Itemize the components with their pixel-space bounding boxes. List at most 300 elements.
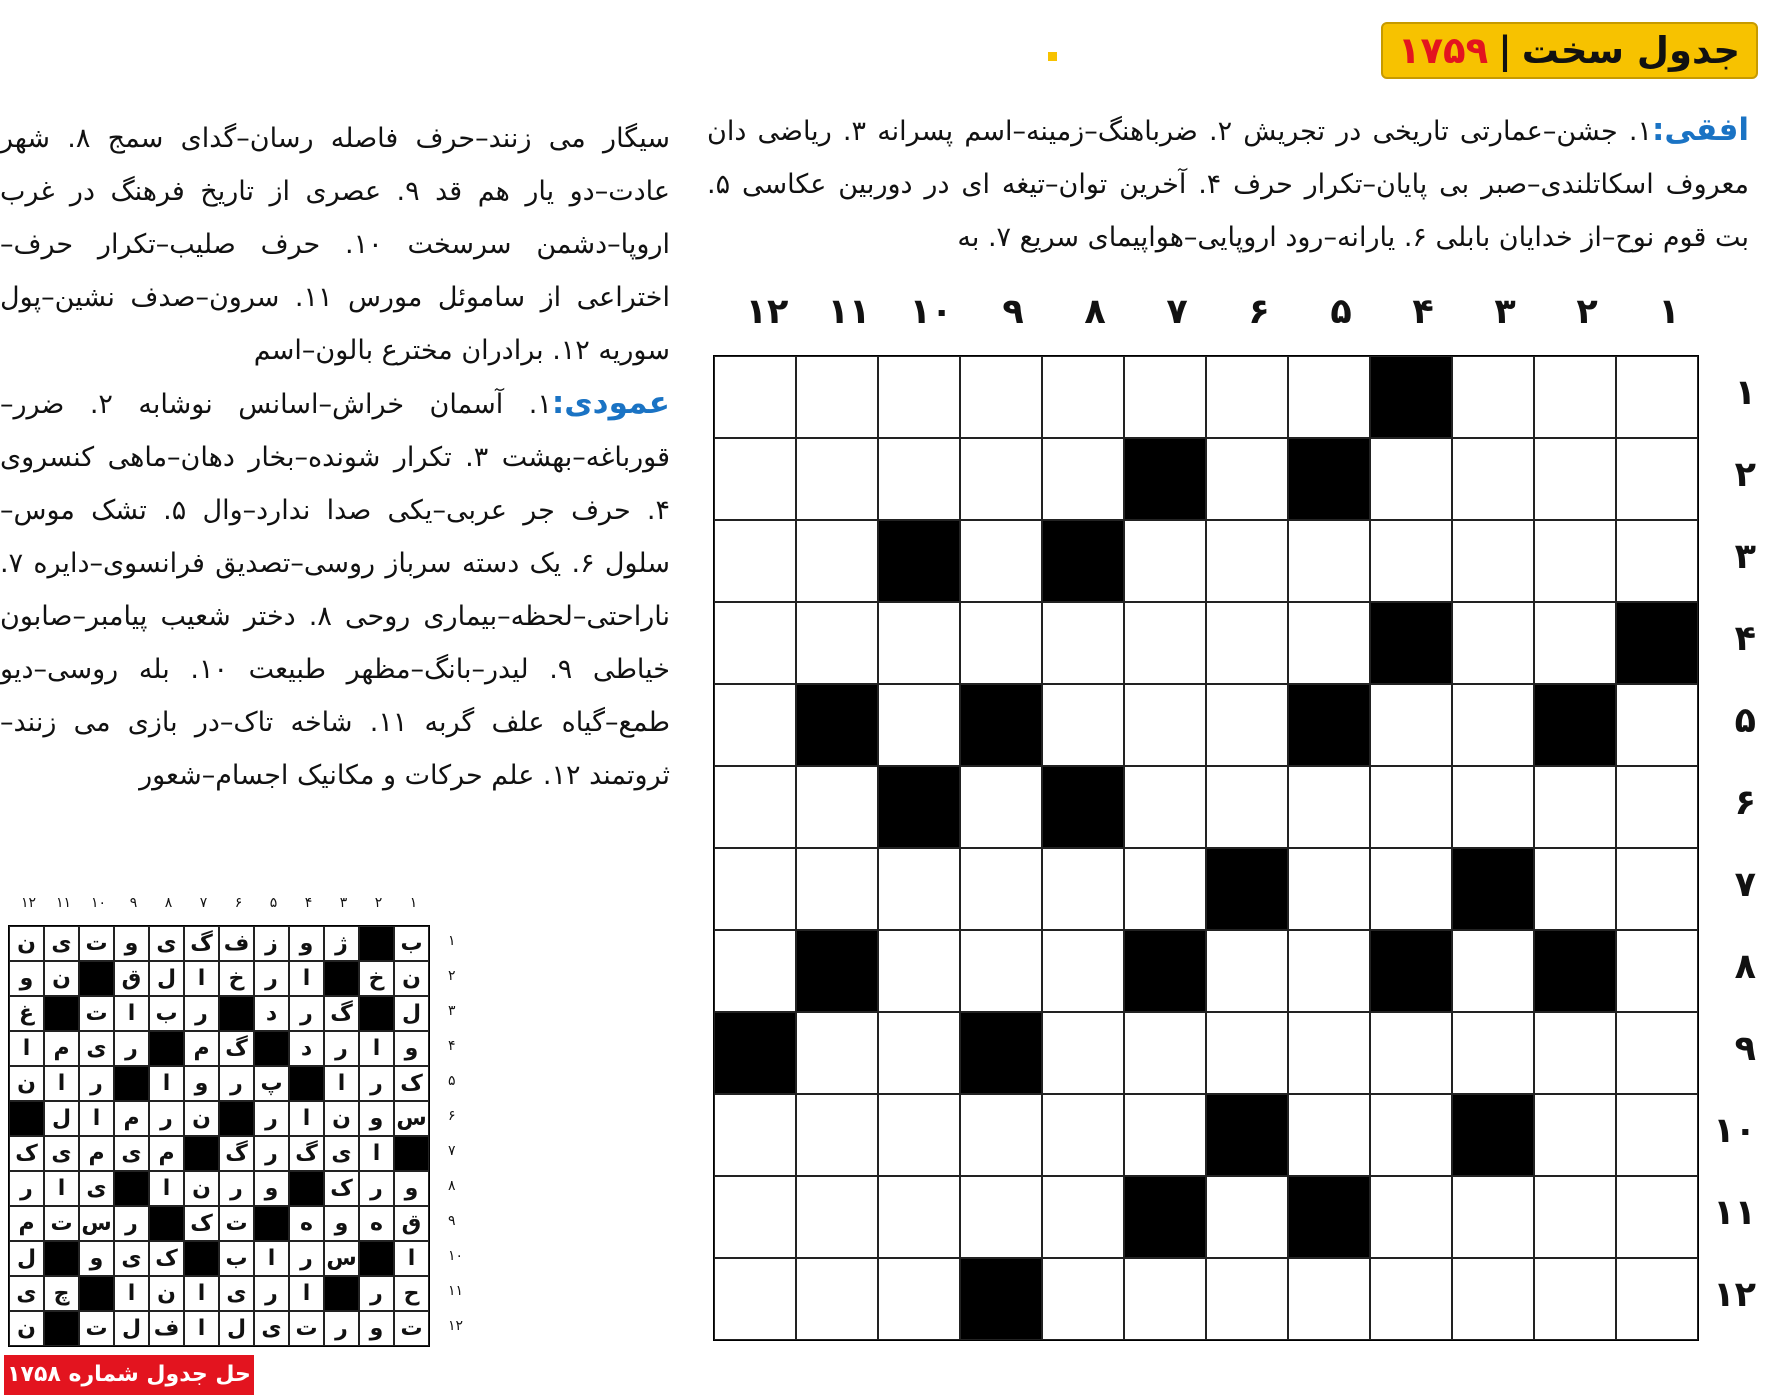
column-number: ۱۲ bbox=[745, 292, 789, 332]
solution-letter: م bbox=[114, 1101, 149, 1136]
solution-row-number: ۶ bbox=[448, 1108, 456, 1124]
solution-letter: ی bbox=[79, 1031, 114, 1066]
grid-cell[interactable] bbox=[1616, 684, 1698, 766]
solution-letter: ا bbox=[254, 1241, 289, 1276]
solution-letter: و bbox=[79, 1241, 114, 1276]
black-cell bbox=[1452, 848, 1534, 930]
decorative-dot bbox=[1048, 52, 1057, 61]
solution-letter: ر bbox=[324, 1031, 359, 1066]
grid-cell[interactable] bbox=[1616, 356, 1698, 438]
solution-letter: ر bbox=[289, 996, 324, 1031]
grid-cell[interactable] bbox=[1370, 1094, 1452, 1176]
grid-cell[interactable] bbox=[1534, 1258, 1616, 1340]
solution-letter: ر bbox=[114, 1031, 149, 1066]
grid-cell[interactable] bbox=[796, 1258, 878, 1340]
solution-letter: ی bbox=[114, 1136, 149, 1171]
solution-letter: ت bbox=[394, 1311, 429, 1346]
grid-cell[interactable] bbox=[1534, 848, 1616, 930]
row-number: ۸ bbox=[1734, 947, 1756, 987]
grid-cell[interactable] bbox=[1124, 1094, 1206, 1176]
solution-row-number: ۴ bbox=[448, 1038, 456, 1054]
solution-row-number: ۱ bbox=[448, 933, 456, 949]
grid-cell[interactable] bbox=[1042, 1094, 1124, 1176]
solution-letter: گ bbox=[184, 926, 219, 961]
black-cell bbox=[960, 1258, 1042, 1340]
row-number: ۵ bbox=[1734, 701, 1756, 741]
black-cell bbox=[1206, 848, 1288, 930]
grid-cell[interactable] bbox=[1042, 684, 1124, 766]
grid-cell[interactable] bbox=[878, 1012, 960, 1094]
solution-black-cell bbox=[79, 1276, 114, 1311]
grid-cell[interactable] bbox=[1206, 356, 1288, 438]
solution-column-number: ۶ bbox=[234, 895, 243, 911]
grid-cell[interactable] bbox=[714, 848, 796, 930]
solution-letter: ژ bbox=[324, 926, 359, 961]
grid-cell[interactable] bbox=[1370, 520, 1452, 602]
grid-cell[interactable] bbox=[796, 848, 878, 930]
solution-letter: ر bbox=[149, 1101, 184, 1136]
grid-cell[interactable] bbox=[960, 356, 1042, 438]
solution-letter: ق bbox=[394, 1206, 429, 1241]
black-cell bbox=[1370, 602, 1452, 684]
grid-cell[interactable] bbox=[878, 1176, 960, 1258]
solution-letter: ی bbox=[44, 926, 79, 961]
row-number: ۱۰ bbox=[1713, 1111, 1756, 1151]
solution-letter: م bbox=[9, 1206, 44, 1241]
solution-letter: ا bbox=[184, 1311, 219, 1346]
clues-left-block bbox=[0, 112, 670, 802]
solution-black-cell bbox=[44, 1241, 79, 1276]
row-number: ۴ bbox=[1734, 619, 1756, 659]
grid-cell[interactable] bbox=[796, 1176, 878, 1258]
grid-cell[interactable] bbox=[1452, 438, 1534, 520]
solution-black-cell bbox=[44, 996, 79, 1031]
grid-cell[interactable] bbox=[1206, 684, 1288, 766]
solution-black-cell bbox=[149, 1206, 184, 1241]
grid-cell[interactable] bbox=[1616, 1012, 1698, 1094]
solution-letter: ا bbox=[289, 1276, 324, 1311]
solution-row-number: ۷ bbox=[448, 1143, 456, 1159]
solution-column-number: ۲ bbox=[374, 895, 383, 911]
solution-black-cell bbox=[44, 1311, 79, 1346]
solution-letter: ر bbox=[359, 1066, 394, 1101]
solution-grid bbox=[8, 925, 430, 1347]
black-cell bbox=[878, 766, 960, 848]
grid-cell[interactable] bbox=[1206, 1176, 1288, 1258]
grid-cell[interactable] bbox=[960, 848, 1042, 930]
grid-cell[interactable] bbox=[1616, 1258, 1698, 1340]
solution-letter: ه bbox=[359, 1206, 394, 1241]
solution-letter: ل bbox=[219, 1311, 254, 1346]
solution-row-number: ۸ bbox=[448, 1178, 456, 1194]
grid-cell[interactable] bbox=[1616, 766, 1698, 848]
grid-cell[interactable] bbox=[714, 766, 796, 848]
solution-letter: ی bbox=[44, 1136, 79, 1171]
solution-letter: ز bbox=[254, 926, 289, 961]
grid-cell[interactable] bbox=[1042, 848, 1124, 930]
grid-cell[interactable] bbox=[1534, 1012, 1616, 1094]
grid-cell[interactable] bbox=[878, 438, 960, 520]
solution-letter: و bbox=[114, 926, 149, 961]
grid-cell[interactable] bbox=[1124, 766, 1206, 848]
solution-column-number: ۱۰ bbox=[90, 895, 107, 911]
black-cell bbox=[1124, 1176, 1206, 1258]
solution-letter: ا bbox=[44, 1066, 79, 1101]
grid-cell[interactable] bbox=[1370, 766, 1452, 848]
solution-letter: ر bbox=[219, 1171, 254, 1206]
solution-column-number: ۱ bbox=[409, 895, 418, 911]
solution-letter: و bbox=[184, 1066, 219, 1101]
column-number: ۱۱ bbox=[827, 292, 871, 332]
grid-cell[interactable] bbox=[796, 438, 878, 520]
solution-letter: خ bbox=[219, 961, 254, 996]
grid-cell[interactable] bbox=[1452, 520, 1534, 602]
solution-letter: ف bbox=[219, 926, 254, 961]
grid-cell[interactable] bbox=[1534, 1176, 1616, 1258]
solution-black-cell bbox=[114, 1066, 149, 1101]
grid-cell[interactable] bbox=[796, 356, 878, 438]
grid-cell[interactable] bbox=[1206, 602, 1288, 684]
grid-cell[interactable] bbox=[714, 930, 796, 1012]
solution-letter: گ bbox=[289, 1136, 324, 1171]
solution-letter: ا bbox=[44, 1171, 79, 1206]
grid-cell[interactable] bbox=[878, 602, 960, 684]
solution-letter: ر bbox=[359, 1276, 394, 1311]
solution-row-number: ۵ bbox=[448, 1073, 456, 1089]
grid-cell[interactable] bbox=[960, 438, 1042, 520]
solution-letter: و bbox=[359, 1311, 394, 1346]
grid-cell[interactable] bbox=[1124, 602, 1206, 684]
grid-cell[interactable] bbox=[1288, 766, 1370, 848]
solution-letter: ر bbox=[254, 1136, 289, 1171]
grid-cell[interactable] bbox=[1370, 1176, 1452, 1258]
grid-cell[interactable] bbox=[1288, 356, 1370, 438]
column-number: ۵ bbox=[1330, 292, 1352, 332]
solution-letter: و bbox=[359, 1101, 394, 1136]
solution-row-number: ۱۲ bbox=[448, 1318, 464, 1334]
solution-letter: ی bbox=[219, 1276, 254, 1311]
solution-letter: ا bbox=[114, 996, 149, 1031]
solution-row-number: ۱۰ bbox=[448, 1248, 464, 1264]
grid-cell[interactable] bbox=[1288, 602, 1370, 684]
grid-cell[interactable] bbox=[1616, 520, 1698, 602]
grid-cell[interactable] bbox=[714, 1258, 796, 1340]
solution-black-cell bbox=[219, 1101, 254, 1136]
solution-column-number: ۴ bbox=[304, 895, 313, 911]
grid-cell[interactable] bbox=[1206, 438, 1288, 520]
solution-black-cell bbox=[324, 961, 359, 996]
solution-letter: ا bbox=[394, 1241, 429, 1276]
grid-cell[interactable] bbox=[1288, 1258, 1370, 1340]
grid-cell[interactable] bbox=[1288, 520, 1370, 602]
solution-letter: ل bbox=[394, 996, 429, 1031]
grid-cell[interactable] bbox=[1616, 438, 1698, 520]
grid-cell[interactable] bbox=[1370, 1012, 1452, 1094]
black-cell bbox=[1534, 930, 1616, 1012]
solution-letter: ن bbox=[44, 961, 79, 996]
across-heading: افقی: bbox=[1652, 112, 1749, 148]
solution-letter: ت bbox=[79, 926, 114, 961]
black-cell bbox=[1042, 766, 1124, 848]
solution-letter: ت bbox=[79, 1311, 114, 1346]
solution-letter: ف bbox=[149, 1311, 184, 1346]
grid-cell[interactable] bbox=[714, 684, 796, 766]
solution-letter: ر bbox=[289, 1241, 324, 1276]
grid-cell[interactable] bbox=[1534, 766, 1616, 848]
black-cell bbox=[1042, 520, 1124, 602]
grid-cell[interactable] bbox=[1042, 602, 1124, 684]
row-number: ۷ bbox=[1734, 865, 1756, 905]
solution-letter: ق bbox=[114, 961, 149, 996]
grid-cell[interactable] bbox=[714, 520, 796, 602]
black-cell bbox=[1288, 1176, 1370, 1258]
puzzle-number: ۱۷۵۹ bbox=[1397, 29, 1489, 72]
solution-letter: ل bbox=[44, 1101, 79, 1136]
column-number: ۱۰ bbox=[909, 292, 953, 332]
grid-cell[interactable] bbox=[1452, 356, 1534, 438]
black-cell bbox=[1206, 1094, 1288, 1176]
solution-letter: و bbox=[394, 1031, 429, 1066]
solution-black-cell bbox=[359, 996, 394, 1031]
column-number: ۷ bbox=[1166, 292, 1188, 332]
black-cell bbox=[878, 520, 960, 602]
grid-cell[interactable] bbox=[1042, 1012, 1124, 1094]
grid-cell[interactable] bbox=[1452, 1258, 1534, 1340]
solution-letter: م bbox=[79, 1136, 114, 1171]
grid-cell[interactable] bbox=[1288, 1012, 1370, 1094]
solution-letter: ک bbox=[149, 1241, 184, 1276]
grid-cell[interactable] bbox=[1124, 356, 1206, 438]
solution-letter: م bbox=[44, 1031, 79, 1066]
row-number: ۹ bbox=[1734, 1029, 1756, 1069]
grid-cell[interactable] bbox=[1534, 1094, 1616, 1176]
solution-letter: خ bbox=[359, 961, 394, 996]
grid-cell[interactable] bbox=[960, 1094, 1042, 1176]
solution-letter: گ bbox=[219, 1031, 254, 1066]
grid-cell[interactable] bbox=[1206, 1258, 1288, 1340]
grid-cell[interactable] bbox=[960, 766, 1042, 848]
across-clues-text: ۱. جشن–عمارتی تاریخی در تجریش ۲. ضرباهنگ–زمینه–اسم پسرانه ۳. ریاضی دان معروف اسکاتلندی–صبر بی پایان–تکرار حرف ۴. آخرین توان–تیغه ای در دوربین عکاسی ۵. بت قوم نوح–از خدایان بابلی ۶. یارانه–رود اروپایی–هواپیمای سریع ۷. به bbox=[707, 116, 1749, 253]
black-cell bbox=[1124, 930, 1206, 1012]
grid-cell[interactable] bbox=[1042, 1258, 1124, 1340]
solution-black-cell bbox=[289, 1171, 324, 1206]
grid-cell[interactable] bbox=[796, 1012, 878, 1094]
grid-cell[interactable] bbox=[878, 356, 960, 438]
solution-black-cell bbox=[289, 1066, 324, 1101]
grid-cell[interactable] bbox=[878, 1258, 960, 1340]
grid-cell[interactable] bbox=[714, 356, 796, 438]
solution-letter: ل bbox=[114, 1311, 149, 1346]
black-cell bbox=[1452, 1094, 1534, 1176]
solution-letter: ه bbox=[289, 1206, 324, 1241]
grid-cell[interactable] bbox=[960, 520, 1042, 602]
grid-cell[interactable] bbox=[1288, 930, 1370, 1012]
grid-cell[interactable] bbox=[1124, 1012, 1206, 1094]
grid-cell[interactable] bbox=[1206, 930, 1288, 1012]
solution-letter: د bbox=[254, 996, 289, 1031]
solution-letter: ا bbox=[359, 1136, 394, 1171]
solution-letter: ا bbox=[149, 1066, 184, 1101]
down-clues-text: ۱. آسمان خراش–اسانس نوشابه ۲. ضرر–قورباغه–بهشت ۳. تکرار شونده–بخار دهان–ماهی کنسروی ۴. حرف جر عربی–یکی صدا ندارد–وال ۵. تشک موس–سلول ۶. یک دسته سرباز روسی–تصدیق فرانسوی–دایره ۷. ناراحتی–لحظه–بیماری روحی ۸. دختر شعیب پیامبر–صابون خیاطی ۹. لیدر–بانگ–مظهر طبیعت ۱۰. بله روسی–دیو طمع–گیاه علف گربه ۱۱. شاخه تاک–در بازی می زنند–ثروتمند ۱۲. علم حرکات و مکانیک اجسام–شعور bbox=[0, 389, 670, 791]
solution-letter: ک bbox=[394, 1066, 429, 1101]
grid-cell[interactable] bbox=[714, 602, 796, 684]
grid-cell[interactable] bbox=[1124, 684, 1206, 766]
grid-cell[interactable] bbox=[1534, 520, 1616, 602]
solution-letter: و bbox=[254, 1171, 289, 1206]
grid-cell[interactable] bbox=[878, 930, 960, 1012]
solution-letter: ا bbox=[324, 1066, 359, 1101]
grid-cell[interactable] bbox=[796, 766, 878, 848]
solution-letter: ر bbox=[324, 1311, 359, 1346]
solution-black-cell bbox=[219, 996, 254, 1031]
crossword-grid bbox=[713, 355, 1699, 1341]
solution-letter: ک bbox=[9, 1136, 44, 1171]
solution-letter: و bbox=[289, 926, 324, 961]
column-number: ۲ bbox=[1576, 292, 1598, 332]
grid-cell[interactable] bbox=[1124, 848, 1206, 930]
grid-cell[interactable] bbox=[1370, 1258, 1452, 1340]
grid-cell[interactable] bbox=[960, 1176, 1042, 1258]
grid-cell[interactable] bbox=[796, 520, 878, 602]
grid-cell[interactable] bbox=[714, 438, 796, 520]
grid-cell[interactable] bbox=[1370, 438, 1452, 520]
black-cell bbox=[1288, 684, 1370, 766]
grid-cell[interactable] bbox=[1452, 1176, 1534, 1258]
solution-letter: ن bbox=[149, 1276, 184, 1311]
solution-letter: ی bbox=[114, 1241, 149, 1276]
solution-letter: ر bbox=[254, 961, 289, 996]
solution-row-number: ۱۱ bbox=[448, 1283, 464, 1299]
grid-cell[interactable] bbox=[878, 684, 960, 766]
grid-cell[interactable] bbox=[1042, 438, 1124, 520]
grid-cell[interactable] bbox=[1370, 848, 1452, 930]
grid-cell[interactable] bbox=[1534, 602, 1616, 684]
solution-letter: س bbox=[79, 1206, 114, 1241]
grid-cell[interactable] bbox=[796, 602, 878, 684]
title-separator: | bbox=[1498, 29, 1512, 72]
solution-letter: ا bbox=[289, 1101, 324, 1136]
solution-letter: ل bbox=[149, 961, 184, 996]
solution-letter: گ bbox=[324, 996, 359, 1031]
across-clues-block bbox=[707, 104, 1749, 264]
grid-cell[interactable] bbox=[1452, 930, 1534, 1012]
grid-cell[interactable] bbox=[1042, 1176, 1124, 1258]
black-cell bbox=[960, 684, 1042, 766]
across-clues-continued: سیگار می زنند–حرف فاصله رسان–گدای سمج ۸. شهر عادت–دو یار هم قد ۹. عصری از تاریخ فرهنگ در غرب اروپا–دشمن سرسخت ۱۰. حرف صلیب–تکرار حرف–اختراعی از ساموئل مورس ۱۱. سرون–صدف نشین–پول سوریه ۱۲. برادران مخترع بالون–اسم bbox=[0, 123, 670, 366]
grid-cell[interactable] bbox=[1616, 848, 1698, 930]
grid-cell[interactable] bbox=[1288, 848, 1370, 930]
black-cell bbox=[796, 684, 878, 766]
grid-cell[interactable] bbox=[960, 930, 1042, 1012]
solution-letter: د bbox=[289, 1031, 324, 1066]
solution-letter: ا bbox=[359, 1031, 394, 1066]
solution-letter: پ bbox=[254, 1066, 289, 1101]
title-label: جدول سخت bbox=[1521, 29, 1740, 72]
solution-letter: ر bbox=[79, 1066, 114, 1101]
solution-letter: ب bbox=[394, 926, 429, 961]
solution-column-number: ۵ bbox=[269, 895, 278, 911]
grid-cell[interactable] bbox=[878, 848, 960, 930]
solution-letter: ر bbox=[254, 1276, 289, 1311]
row-number: ۲ bbox=[1734, 455, 1756, 495]
solution-column-numbers bbox=[8, 895, 432, 915]
grid-cell[interactable] bbox=[960, 602, 1042, 684]
grid-row-numbers bbox=[1710, 355, 1768, 1350]
solution-black-cell bbox=[184, 1136, 219, 1171]
grid-cell[interactable] bbox=[1206, 766, 1288, 848]
black-cell bbox=[714, 1012, 796, 1094]
black-cell bbox=[796, 930, 878, 1012]
solution-letter: و bbox=[324, 1206, 359, 1241]
column-number: ۸ bbox=[1084, 292, 1106, 332]
grid-cell[interactable] bbox=[796, 1094, 878, 1176]
grid-cell[interactable] bbox=[1288, 1094, 1370, 1176]
solution-black-cell bbox=[359, 926, 394, 961]
grid-cell[interactable] bbox=[1124, 1258, 1206, 1340]
grid-cell[interactable] bbox=[1616, 930, 1698, 1012]
solution-letter: س bbox=[394, 1101, 429, 1136]
grid-cell[interactable] bbox=[1206, 520, 1288, 602]
solution-column-number: ۱۲ bbox=[20, 895, 37, 911]
grid-cell[interactable] bbox=[1042, 356, 1124, 438]
solution-letter: و bbox=[9, 961, 44, 996]
solution-letter: ا bbox=[114, 1276, 149, 1311]
solution-letter: ل bbox=[9, 1241, 44, 1276]
black-cell bbox=[1370, 356, 1452, 438]
solution-letter: ح bbox=[394, 1276, 429, 1311]
grid-cell[interactable] bbox=[714, 1176, 796, 1258]
grid-cell[interactable] bbox=[878, 1094, 960, 1176]
grid-cell[interactable] bbox=[1042, 930, 1124, 1012]
solution-letter: ر bbox=[359, 1171, 394, 1206]
grid-cell[interactable] bbox=[1616, 1094, 1698, 1176]
grid-cell[interactable] bbox=[1452, 602, 1534, 684]
solution-letter: س bbox=[324, 1241, 359, 1276]
solution-letter: ک bbox=[184, 1206, 219, 1241]
grid-cell[interactable] bbox=[714, 1094, 796, 1176]
grid-cell[interactable] bbox=[1124, 520, 1206, 602]
grid-cell[interactable] bbox=[1370, 684, 1452, 766]
solution-letter: ب bbox=[219, 1241, 254, 1276]
solution-letter: ی bbox=[79, 1171, 114, 1206]
grid-cell[interactable] bbox=[1206, 1012, 1288, 1094]
grid-cell[interactable] bbox=[1534, 356, 1616, 438]
solution-letter: ر bbox=[114, 1206, 149, 1241]
solution-black-cell bbox=[149, 1031, 184, 1066]
grid-cell[interactable] bbox=[1452, 1012, 1534, 1094]
solution-black-cell bbox=[254, 1031, 289, 1066]
black-cell bbox=[1534, 684, 1616, 766]
solution-letter: ر bbox=[254, 1101, 289, 1136]
solution-black-cell bbox=[324, 1276, 359, 1311]
solution-letter: چ bbox=[44, 1276, 79, 1311]
solution-letter: گ bbox=[219, 1136, 254, 1171]
solution-letter: ن bbox=[184, 1171, 219, 1206]
grid-cell[interactable] bbox=[1452, 684, 1534, 766]
solution-column-number: ۳ bbox=[339, 895, 348, 911]
grid-cell[interactable] bbox=[1534, 438, 1616, 520]
solution-black-cell bbox=[114, 1171, 149, 1206]
solution-row-number: ۳ bbox=[448, 1003, 456, 1019]
grid-cell[interactable] bbox=[1616, 1176, 1698, 1258]
row-number: ۱۲ bbox=[1713, 1275, 1756, 1315]
grid-cell[interactable] bbox=[1452, 766, 1534, 848]
solution-row-number: ۲ bbox=[448, 968, 456, 984]
solution-letter: ر bbox=[9, 1171, 44, 1206]
solution-letter: ک bbox=[324, 1171, 359, 1206]
black-cell bbox=[1288, 438, 1370, 520]
solution-column-number: ۷ bbox=[199, 895, 208, 911]
